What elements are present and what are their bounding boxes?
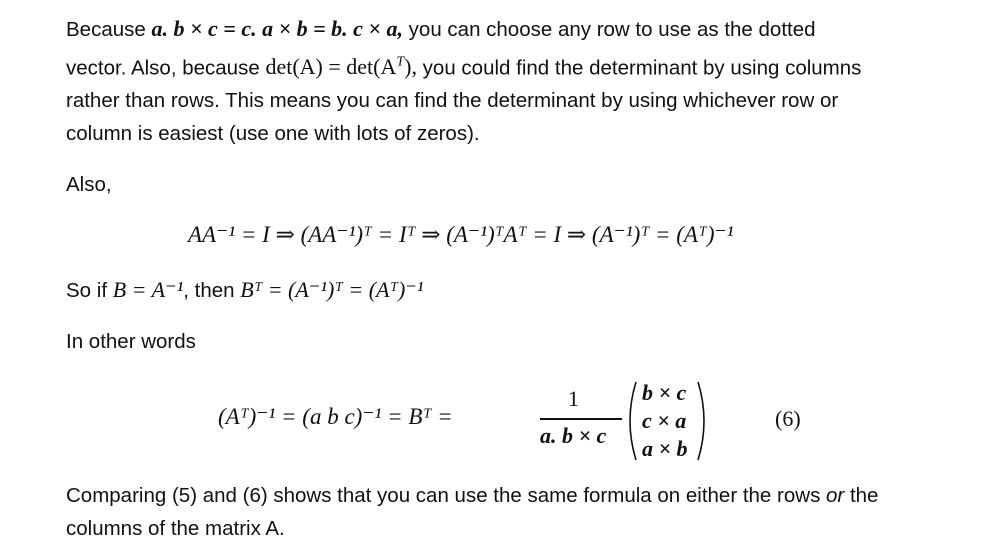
math-triple-product-identity: a. b × c = c. a × b = b. c × a,	[151, 16, 403, 41]
column-vector-parentheses	[622, 380, 712, 462]
conclusion-line1-b: the	[844, 484, 879, 507]
conclusion-or-emphasis: or	[826, 484, 845, 507]
so-if-line	[66, 273, 966, 307]
math-b-transpose: Bᵀ = (A⁻¹)ᵀ = (Aᵀ)⁻¹	[240, 277, 424, 302]
text-so-if: So if	[66, 279, 113, 302]
inverse-transpose-equation: AA⁻¹ = I ⇒ (AA⁻¹)ᵀ = Iᵀ ⇒ (A⁻¹)ᵀAᵀ = I ⇒ (A⁻¹)ᵀ = (Aᵀ)⁻¹	[188, 222, 734, 247]
vector-row-b-cross-c: b × c	[642, 380, 687, 405]
fraction-numerator: 1	[568, 386, 579, 411]
also-label: Also,	[66, 173, 112, 196]
fraction-denominator: a. b × c	[540, 423, 607, 448]
conclusion-line2: columns of the matrix A.	[66, 517, 285, 540]
text-because: Because	[66, 18, 152, 41]
text-line2-end: you could find the determinant by using columns	[416, 56, 862, 80]
fraction-bar	[540, 418, 622, 420]
intro-paragraph	[66, 12, 966, 150]
conclusion-paragraph	[66, 479, 966, 545]
text-line4: column is easiest (use one with lots of zeros).	[66, 122, 480, 146]
text-after-identity: you can choose any row to use as the dotted	[402, 18, 816, 41]
text-line3: rather than rows. This means you can find the determinant by using whichever row or	[66, 89, 839, 113]
math-b-definition: B = A⁻¹	[112, 277, 184, 302]
equation-number: (6)	[775, 406, 801, 431]
text-then: , then	[183, 279, 241, 302]
conclusion-line1-a: Comparing (5) and (6) shows that you can use the same formula on either the rows	[66, 484, 827, 507]
vector-row-c-cross-a: c × a	[642, 408, 687, 433]
in-other-words-label: In other words	[66, 330, 196, 353]
text-line2-start: vector. Also, because	[66, 56, 266, 80]
math-det-equality: $\det(A) = \det(A^T)$,	[265, 54, 417, 80]
eq6-lhs: (Aᵀ)⁻¹ = (a b c)⁻¹ = Bᵀ =	[218, 404, 453, 429]
vector-row-a-cross-b: a × b	[642, 436, 688, 461]
